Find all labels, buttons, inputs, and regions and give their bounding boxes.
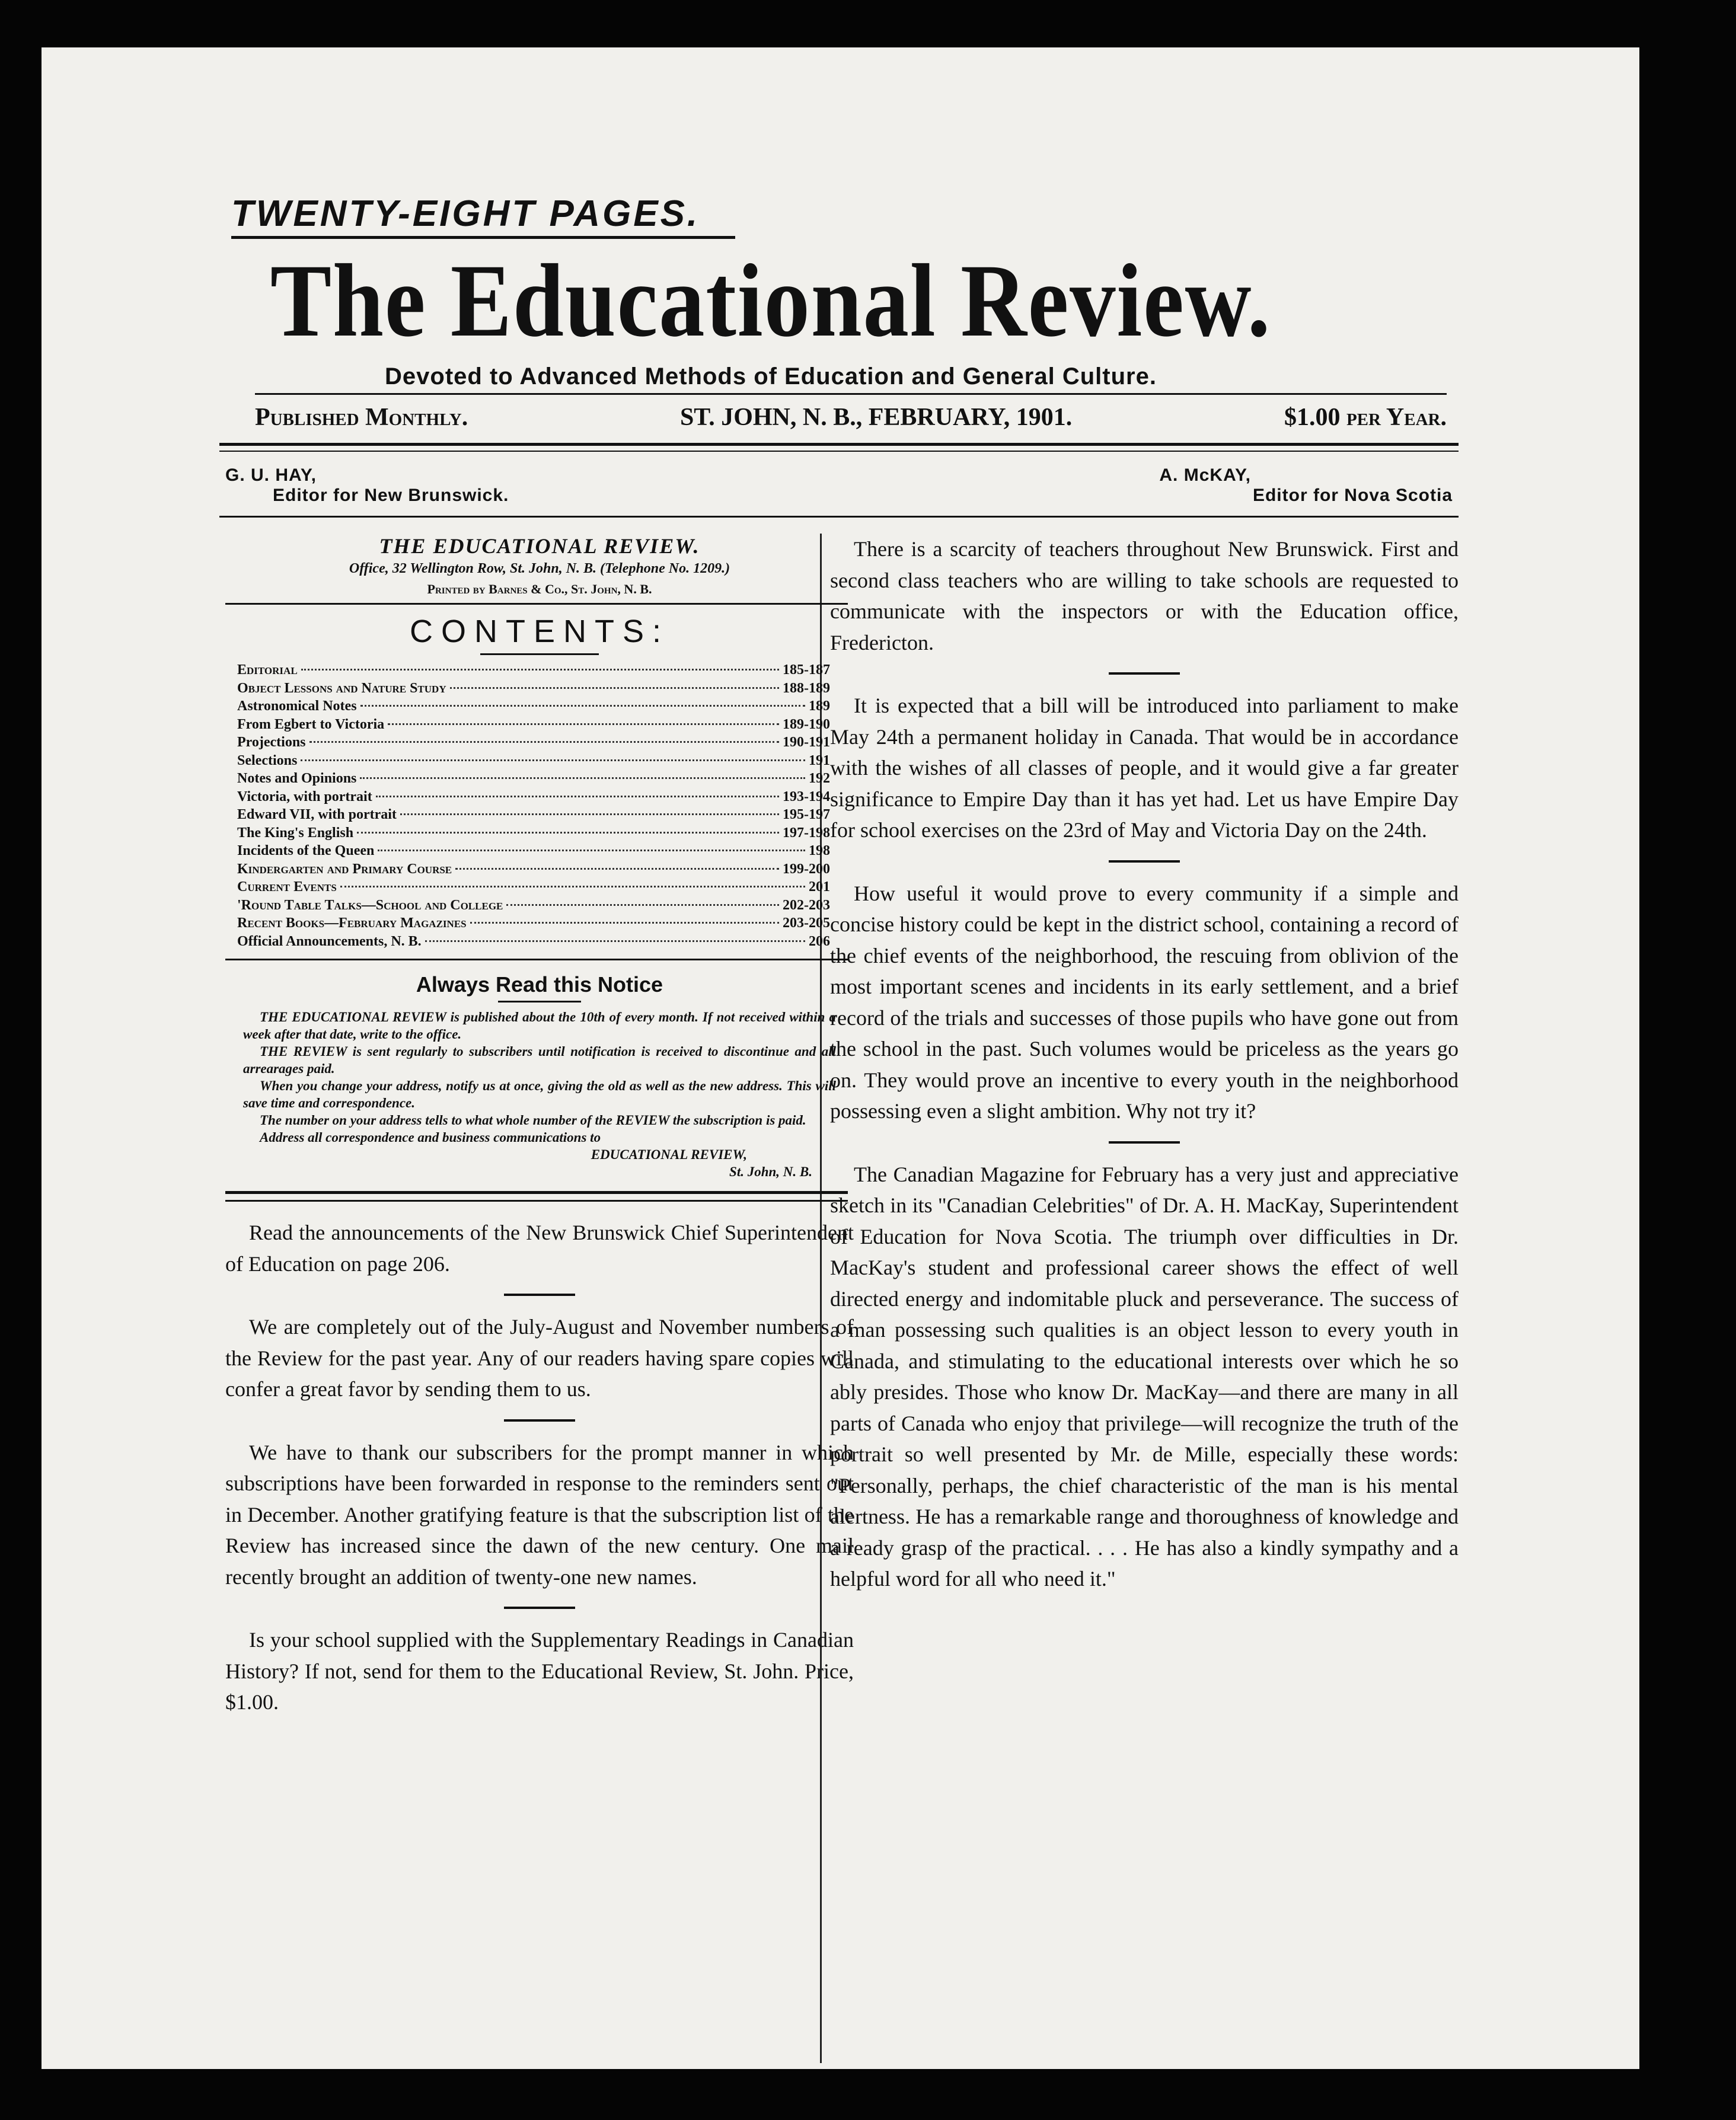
toc-label: From Egbert to Victoria [237, 716, 385, 732]
notice-address: EDUCATIONAL REVIEW, [591, 1147, 747, 1162]
toc-row [237, 878, 830, 896]
editor-nova-scotia [1097, 465, 1453, 506]
office-rule [225, 603, 848, 605]
toc-label: Projections [237, 735, 306, 750]
toc-label: The King's English [237, 825, 354, 841]
contents-rule [480, 653, 599, 655]
masthead-rule [255, 393, 1447, 395]
left-column [225, 534, 854, 1718]
toc-row [237, 824, 830, 842]
paragraph-empire-day: It is expected that a bill will be introduced into parliament to make May 24th a permanent holiday in Canada. That would be in accordance with the wishes of all classes of people, and it would give a far greater significance to Empire Day than it has yet had. Let us have Empire Day for school exercises on the 23rd of May and Victoria Day on the 24th. [830, 694, 1459, 842]
toc-leader [360, 705, 805, 707]
toc-pages: 185-187 [783, 662, 830, 678]
toc-row [237, 788, 830, 806]
pages-note: TWENTY-EIGHT PAGES. [231, 193, 735, 239]
office-title: THE EDUCATIONAL REVIEW. [379, 534, 700, 558]
toc-row [237, 933, 830, 951]
dateline: ST. JOHN, N. B., FEBRUARY, 1901. [679, 404, 1073, 431]
toc-leader [400, 813, 779, 815]
paragraph-out-of-numbers: We are completely out of the July-August and November numbers of the Review for the past year. Any of our readers having spare copies will confer a great favor by sending them to us. [225, 1315, 854, 1401]
left-prose [225, 1217, 854, 1718]
subscription-price: $1.00 per Year. [1284, 404, 1447, 431]
toc-label: Victoria, with portrait [237, 788, 372, 804]
toc-leader [506, 904, 779, 906]
toc-label: Selections [237, 752, 298, 768]
tagline: Devoted to Advanced Methods of Education and General Culture. [385, 363, 1157, 389]
toc-leader [470, 922, 779, 924]
subscription-notice [243, 1008, 836, 1180]
notice-rule [498, 1001, 581, 1002]
toc-leader [309, 741, 779, 743]
toc-leader [455, 868, 779, 870]
notice-paragraph: THE EDUCATIONAL REVIEW is published about the 10th of every month. If not received within a week after that date, write to the office. [243, 1010, 836, 1042]
editor-name: G. U. HAY, [225, 465, 317, 485]
notice-paragraph: The number on your address tells to what whole number of the REVIEW the subscription is paid. [260, 1113, 806, 1128]
toc-pages: 206 [809, 933, 830, 949]
notice-title: Always Read this Notice [416, 972, 663, 997]
toc-pages: 189-190 [783, 716, 830, 732]
toc-leader [425, 940, 805, 942]
printer-line: Printed by Barnes & Co., St. John, N. B. [427, 582, 652, 596]
toc-pages: 203-205 [783, 915, 830, 931]
paragraph-read-announcements: Read the announcements of the New Brunswick Chief Superintendent of Education on page 206. [225, 1221, 854, 1276]
toc-row [237, 716, 830, 734]
notice-paragraph: THE REVIEW is sent regularly to subscribers until notification is received to discontinue and all arrearages paid. [243, 1044, 836, 1076]
editor-name: A. McKAY, [1159, 465, 1251, 485]
toc-label: Notes and Opinions [237, 771, 357, 786]
toc-pages: 198 [809, 843, 830, 858]
paragraph-separator [1109, 860, 1180, 863]
paragraph-canadian-magazine: The Canadian Magazine for February has a very just and appreciative sketch in its "Canadian Celebrities" of Dr. A. H. MacKay, Superintendent of Education for Nova Scotia. The triumph over difficulties in Dr. MacKay's student and professional career shows the effect of well directed energy and indomitable pluck and perseverance. The success of a man possessing such qualities is an object lesson to every youth in Canada, and stimulating to the educational interests over which he so ably presides. Those who know Dr. MacKay—and there are many in all parts of Canada who enjoy that privilege—will recognize the truth of the portrait so well presented by Mr. de Mille, especially these words: "Personally, perhaps, the chief characteristic of the man is his mental alertness. He has a remarkable range and thoroughness of knowledge and a ready grasp of the practical. . . . He has also a kindly sympathy and a helpful word for all who need it." [830, 1162, 1459, 1591]
toc-row [237, 842, 830, 860]
paragraph-district-history: How useful it would prove to every community if a simple and concise history could be kept in the district school, containing a record of the chief events of the neighborhood, the rescuing from oblivion of the most important scenes and incidents in its early settlement, and a brief record of the trials and successes of those pupils who have gone out from the school in the past. Such volumes would be priceless as the years go on. They would prove an incentive to every youth in the neighborhood possessing even a slight ambition. Why not try it? [830, 881, 1459, 1123]
toc-pages: 199-200 [783, 861, 830, 877]
toc-row [237, 733, 830, 752]
editor-new-brunswick [225, 465, 509, 506]
toc-leader [376, 796, 779, 797]
toc-pages: 195-197 [783, 807, 830, 822]
pubrow-rule-top [219, 443, 1459, 446]
office-address: Office, 32 Wellington Row, St. John, N. B. (Telephone No. 1209.) [349, 561, 730, 576]
right-prose [830, 534, 1459, 1595]
contents-title: CONTENTS: [409, 614, 669, 649]
toc-row [237, 697, 830, 716]
toc-leader [357, 832, 779, 834]
paragraph-separator [504, 1607, 575, 1609]
toc-label: 'Round Table Talks—School and College [237, 897, 503, 913]
notice-paragraph: When you change your address, notify us at once, giving the old as well as the new address. This will save time and correspondence. [243, 1078, 836, 1110]
paragraph-supplementary-readings: Is your school supplied with the Supplementary Readings in Canadian History? If not, send for them to the Educational Review, St. John. Price, $1.00. [225, 1628, 854, 1714]
toc-leader [301, 759, 805, 761]
toc-leader [301, 669, 779, 671]
right-column [830, 534, 1459, 1595]
paragraph-scarcity-teachers: There is a scarcity of teachers throughout New Brunswick. First and second class teachers who are willing to take schools are requested to communicate with the inspectors or with the Education office, Fredericton. [830, 537, 1459, 654]
toc-pages: 202-203 [783, 897, 830, 913]
toc-pages: 190-191 [783, 735, 830, 750]
toc-leader [340, 886, 805, 887]
toc-label: Astronomical Notes [237, 698, 357, 714]
toc-pages: 193-194 [783, 788, 830, 804]
newspaper-page [42, 47, 1639, 2069]
toc-label: Editorial [237, 662, 298, 678]
toc-pages: 192 [809, 771, 830, 786]
table-of-contents [237, 661, 830, 950]
toc-pages: 201 [809, 879, 830, 895]
toc-pages: 191 [809, 752, 830, 768]
toc-label: Kindergarten and Primary Course [237, 861, 452, 877]
toc-label: Official Announcements, N. B. [237, 933, 422, 949]
toc-row [237, 914, 830, 933]
paragraph-separator [1109, 1141, 1180, 1144]
toc-row [237, 770, 830, 788]
toc-row [237, 896, 830, 915]
toc-leader [388, 723, 779, 725]
toc-row [237, 679, 830, 698]
toc-row [237, 661, 830, 679]
toc-row [237, 806, 830, 824]
toc-label: Recent Books—February Magazines [237, 915, 467, 931]
toc-pages: 188-189 [783, 680, 830, 696]
toc-label: Incidents of the Queen [237, 843, 375, 858]
paragraph-separator [504, 1294, 575, 1296]
editor-role: Editor for New Brunswick. [273, 486, 509, 505]
masthead-title: The Educational Review. [270, 243, 1272, 359]
toc-row [237, 860, 830, 879]
toc-leader [360, 777, 805, 779]
toc-leader [450, 687, 779, 689]
paragraph-separator [504, 1419, 575, 1422]
toc-label: Edward VII, with portrait [237, 807, 397, 822]
toc-label: Current Events [237, 879, 337, 895]
toc-leader [378, 850, 805, 851]
paragraph-thank-subscribers: We have to thank our subscribers for the prompt manner in which subscriptions have been forwarded in response to the reminders sent out in December. Another gratifying feature is that the subscription list of the Review has increased since the dawn of the new century. One mail recently brought an addition of twenty-one new names. [225, 1440, 854, 1589]
contents-end-rule [225, 959, 848, 960]
editor-rule [219, 516, 1459, 518]
paragraph-separator [1109, 672, 1180, 675]
notice-city: St. John, N. B. [729, 1164, 812, 1179]
editor-role: Editor for Nova Scotia [1252, 486, 1453, 505]
publication-row [255, 403, 1447, 432]
toc-pages: 197-198 [783, 825, 830, 841]
pubrow-rule-bottom [219, 451, 1459, 452]
toc-label: Object Lessons and Nature Study [237, 680, 446, 696]
toc-row [237, 752, 830, 770]
notice-paragraph: Address all correspondence and business communications to [260, 1130, 601, 1145]
section-rule [225, 1191, 848, 1202]
published-monthly: Published Monthly. [255, 404, 468, 431]
toc-pages: 189 [809, 698, 830, 714]
